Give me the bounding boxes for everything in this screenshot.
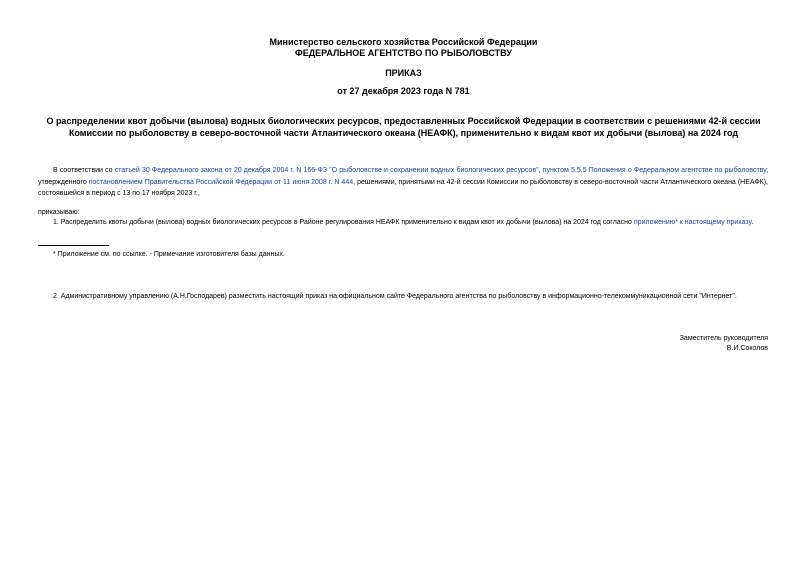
document-type: ПРИКАЗ bbox=[385, 68, 422, 78]
appendix-link[interactable]: приложению* к настоящему приказу bbox=[633, 219, 752, 226]
law-article-link[interactable]: статьей 30 Федерального закона от 20 декабря 2004 г. N 166-ФЗ "О рыболовстве и сохранении водных биологических ресурсов" bbox=[114, 167, 539, 174]
agency-name: ФЕДЕРАЛЬНОЕ АГЕНТСТВО ПО РЫБОЛОВСТВУ bbox=[295, 48, 512, 58]
document-title: О распределении квот добычи (вылова) водных биологических ресурсов, предоставленных Российской Федерации в соответствии с решениями 42-й сессии Комиссии по рыболовству в северо-восточной части Атлантического океана (НЕАФК), применительно к видам квот их добычи (вылова) на 2024 год bbox=[46, 116, 761, 138]
signatory-position: Заместитель руководителя bbox=[679, 335, 768, 342]
intro-text-3: , утвержденного bbox=[38, 167, 769, 186]
document-date: от 27 декабря 2023 года N 781 bbox=[337, 86, 470, 96]
order-item-2: 2. Административному управлению (А.Н.Господарев) разместить настоящий приказ на официальном сайте Федерального агентства по рыболовству в информационно-телекоммуникационной сети "Интернет". bbox=[53, 293, 737, 300]
footnote-divider bbox=[38, 245, 109, 246]
ministry-name: Министерство сельского хозяйства Российской Федерации bbox=[269, 37, 538, 47]
item1-text: 1. Распределить квоты добычи (вылова) водных биологических ресурсов в Районе регулирования НЕАФК применительно к видам квот их добычи (вылова) на 2024 год согласно bbox=[53, 219, 634, 226]
government-decree-link[interactable]: постановлением Правительства Российской Федерации от 11 июня 2008 г. N 444 bbox=[88, 178, 354, 186]
footnote: * Приложение см. по ссылке. - Примечание изготовителя базы данных. bbox=[53, 251, 285, 258]
item1-end: . bbox=[751, 219, 754, 226]
order-item-1 bbox=[38, 217, 768, 229]
agency-regulation-link[interactable]: пунктом 5.5.5 Положения о Федеральном агентстве по рыболовству bbox=[542, 167, 767, 174]
intro-text-4: , решениями, принятыми на 42-й сессии Комиссии по рыболовству в северо-восточной части Атлантического океана (НЕАФК), состоявшейся в период с 13 по 17 ноября 2023 г., bbox=[38, 178, 768, 197]
intro-text-1: В соответствии со bbox=[53, 167, 115, 174]
signatory-name: В.И.Соколов bbox=[726, 345, 768, 352]
intro-text-2: , bbox=[538, 167, 543, 174]
intro-paragraph bbox=[38, 165, 768, 200]
orders-label: приказываю: bbox=[38, 209, 80, 216]
